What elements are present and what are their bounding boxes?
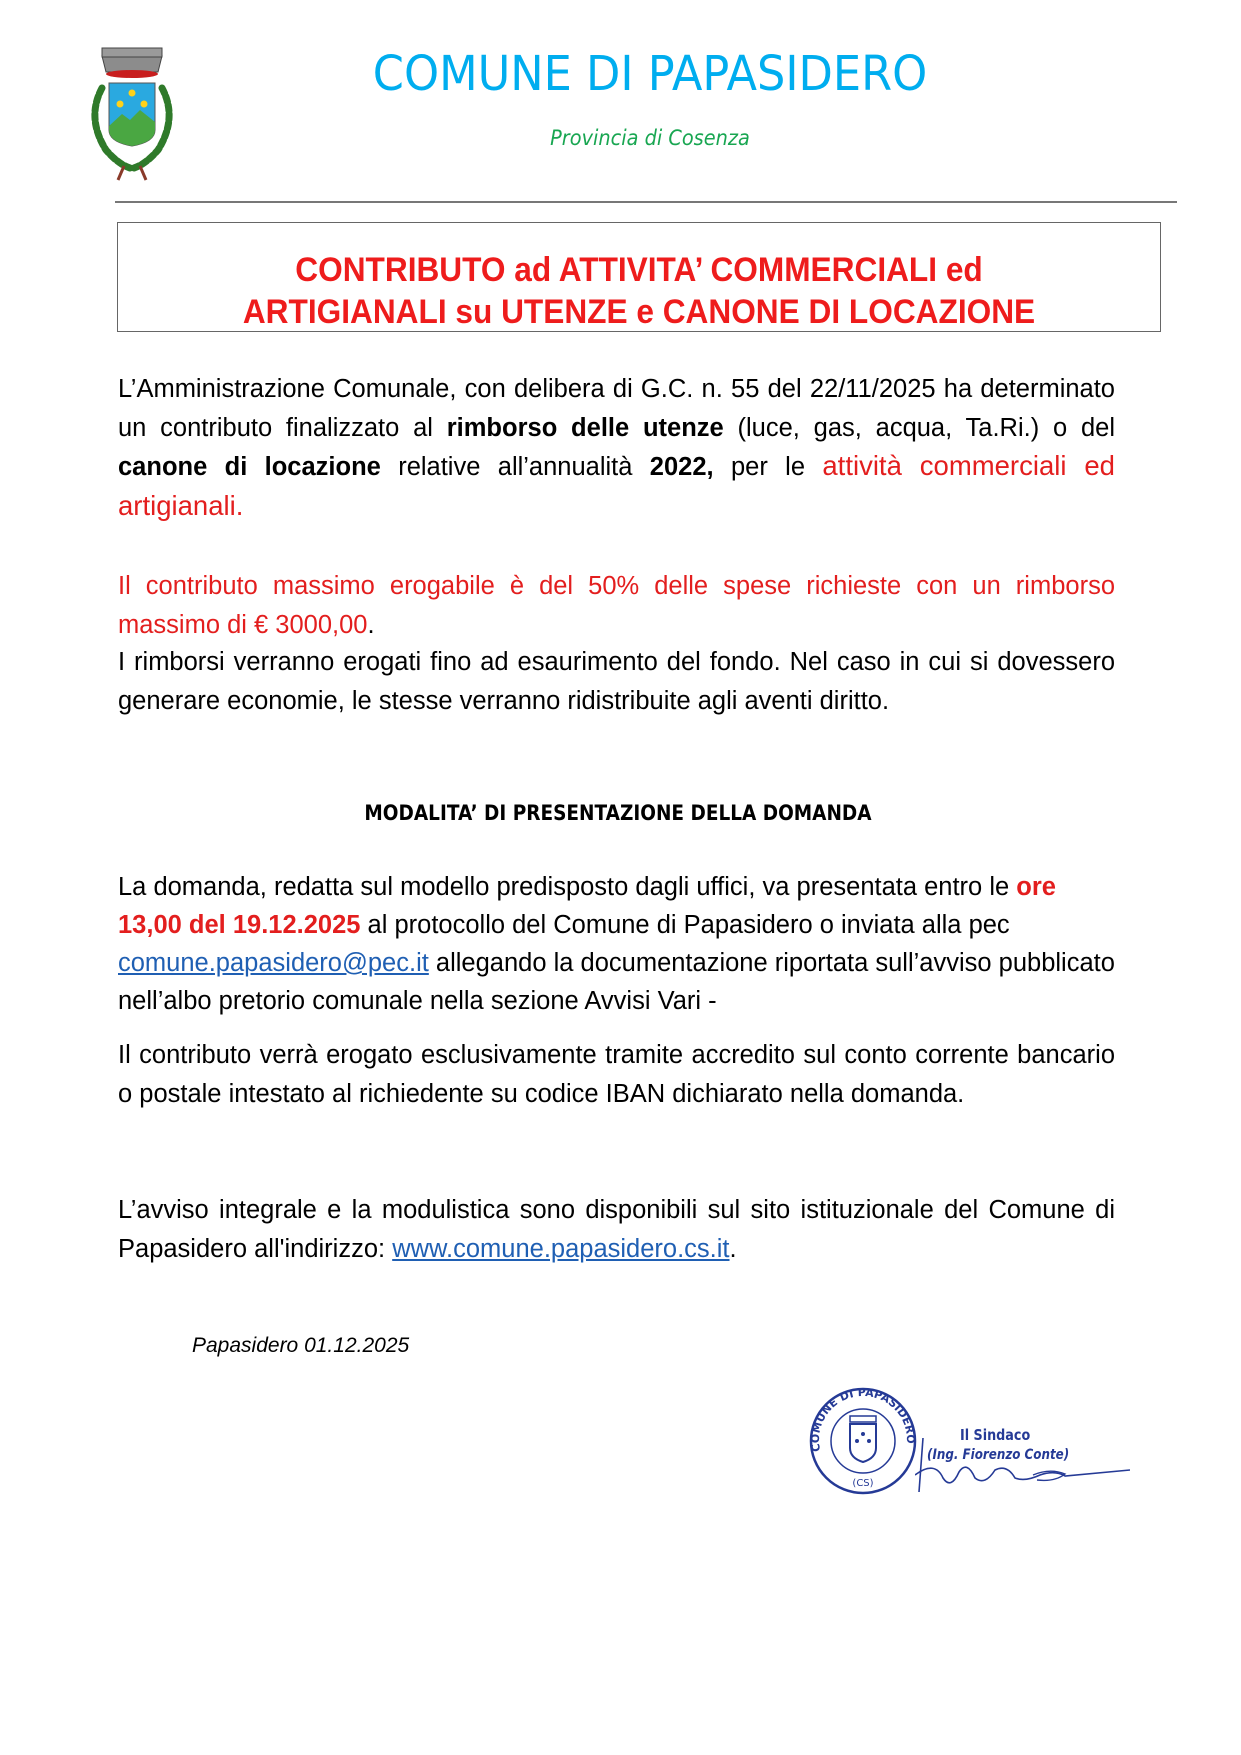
max-contribution-period: . — [367, 610, 375, 639]
max-contribution-text: Il contributo massimo erogabile è del 50% delle spese richieste con un rimborso massimo di € 3000,00 — [118, 572, 1115, 639]
intro-bold-rent: canone di locazione — [118, 453, 381, 481]
website-link[interactable]: www.comune.papasidero.cs.it — [392, 1234, 730, 1263]
section-heading: MODALITA’ DI PRESENTAZIONE DELLA DOMANDA — [364, 801, 872, 825]
intro-bold-utilities: rimborso delle utenze — [446, 413, 724, 442]
notice-title-box — [117, 222, 1161, 332]
deadline-highlight: ore 13,00 del 19.12.2025 — [118, 873, 1056, 939]
document-date: Papasidero 01.12.2025 — [192, 1334, 410, 1357]
funds-paragraph: I rimborsi verranno erogati fino ad esaurimento del fondo. Nel caso in cui si dovessero generare economie, le stesse verranno ridistribuite agli aventi diritto. — [118, 648, 1115, 715]
application-text: al protocollo del Comune di Papasidero o inviata alla pec — [360, 911, 1010, 939]
notice-title-line-2: ARTIGIANALI su UTENZE e CANONE DI LOCAZIONE — [242, 293, 1036, 331]
payment-paragraph: Il contributo verrà erogato esclusivamente tramite accredito sul conto corrente bancario o postale intestato al richiedente su codice IBAN dichiarato nella domanda. — [118, 1041, 1115, 1108]
intro-text: per le — [713, 453, 823, 481]
intro-bold-year: 2022, — [649, 453, 714, 481]
application-paragraph — [118, 868, 1115, 1020]
intro-highlight-activities: attività commerciali ed artigianali. — [118, 450, 1115, 521]
official-stamp-icon — [808, 1386, 918, 1496]
pec-email-link[interactable]: comune.papasidero@pec.it — [118, 949, 429, 977]
province-name: Provincia di Cosenza — [550, 126, 750, 150]
intro-text: relative all’annualità — [380, 453, 650, 481]
header-divider — [115, 201, 1177, 203]
handwritten-signature-icon — [915, 1420, 1130, 1500]
application-text: allegando la documentazione riportata sull’avviso pubblicato nell’albo pretorio comunale nella sezione Avvisi Vari - — [118, 949, 1115, 1015]
municipality-name: COMUNE DI PAPASIDERO — [372, 46, 928, 102]
website-paragraph — [118, 1191, 1115, 1268]
max-contribution-paragraph — [118, 567, 1115, 644]
notice-title-line-1: CONTRIBUTO ad ATTIVITA’ COMMERCIALI ed — [295, 251, 983, 289]
signer-title: Il Sindaco — [960, 1426, 1031, 1444]
svg-text:(CS): (CS) — [852, 1478, 874, 1489]
website-text: L’avviso integrale e la modulistica sono disponibili sul sito istituzionale del Comune di Papasidero all'indirizzo: — [118, 1196, 1115, 1263]
signer-name: (Ing. Fiorenzo Conte) — [927, 1447, 1070, 1463]
municipal-coat-of-arms-icon — [72, 38, 192, 184]
intro-paragraph — [118, 370, 1115, 526]
intro-text: L’Amministrazione Comunale, con delibera di G.C. n. 55 del 22/11/2025 ha determinato un contributo finalizzato al — [118, 375, 1115, 442]
intro-text: (luce, gas, acqua, Ta.Ri.) o del — [723, 413, 1115, 442]
application-text: La domanda, redatta sul modello predisposto dagli uffici, va presentata entro le — [118, 873, 1017, 901]
website-text: . — [729, 1234, 737, 1263]
svg-text:COMUNE DI PAPASIDERO: COMUNE DI PAPASIDERO — [808, 1386, 918, 1453]
